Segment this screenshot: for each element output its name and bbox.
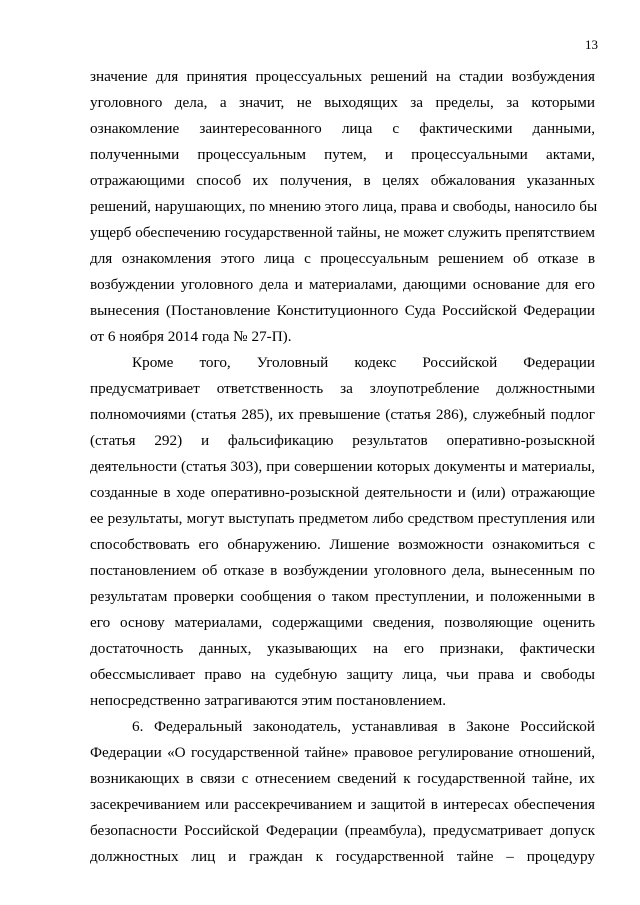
- paragraph-2: [90, 350, 595, 714]
- page-number: 13: [585, 37, 598, 52]
- text-line: постановлением об отказе в возбуждении уголовного дела, вынесенным по: [90, 562, 595, 579]
- text-line: для ознакомления этого лица с процессуальным решением об отказе в: [90, 250, 595, 267]
- paragraph-3: [90, 714, 595, 870]
- paragraph-1: [90, 64, 598, 350]
- text-line: засекречиванием или рассекречиванием и защитой в интересах обеспечения: [90, 796, 595, 813]
- text-line: предусматривает ответственность за злоупотребление должностными: [90, 380, 595, 397]
- text-line: способствовать его обнаружению. Лишение возможности ознакомиться с: [90, 536, 595, 553]
- text-line: созданные в ходе оперативно-розыскной деятельности и (или) отражающие: [90, 484, 595, 501]
- text-line: Федерации «О государственной тайне» правовое регулирование отношений,: [90, 744, 595, 761]
- text-line: Кроме того, Уголовный кодекс Российской Федерации: [132, 354, 595, 371]
- text-line: отражающими способ их получения, в целях обжалования указанных: [90, 172, 595, 189]
- text-line: от 6 ноября 2014 года № 27-П).: [90, 328, 292, 345]
- text-line: непосредственно затрагиваются этим постановлением.: [90, 692, 446, 709]
- text-line: деятельности (статья 303), при совершении которых документы и материалы,: [90, 458, 595, 475]
- text-line: результатам проверки сообщения о таком преступлении, и положенными в: [90, 588, 595, 605]
- text-line: ущерб обеспечению государственной тайны, не может служить препятствием: [90, 224, 595, 241]
- text-line: возникающих в связи с отнесением сведений к государственной тайне, их: [90, 770, 595, 787]
- text-line: ознакомление заинтересованного лица с фактическими данными,: [90, 120, 595, 137]
- text-line: достаточность данных, указывающих на его признаки, фактически: [90, 640, 595, 657]
- text-line: его основу материалами, содержащими сведения, позволяющие оценить: [90, 614, 595, 631]
- text-line: уголовного дела, а значит, не выходящих за пределы, за которыми: [90, 94, 595, 111]
- text-line: (статья 292) и фальсификацию результатов оперативно-розыскной: [90, 432, 595, 449]
- text-line: ее результаты, могут выступать предметом либо средством преступления или: [90, 510, 595, 527]
- text-line: полученными процессуальным путем, и процессуальными актами,: [90, 146, 595, 163]
- text-line: должностных лиц и граждан к государственной тайне – процедуру: [90, 848, 595, 865]
- text-line: 6. Федеральный законодатель, устанавливая в Законе Российской: [132, 718, 595, 735]
- text-line: возбуждении уголовного дела и материалами, дающими основание для его: [90, 276, 595, 293]
- body-text: [90, 64, 598, 870]
- text-line: значение для принятия процессуальных решений на стадии возбуждения: [90, 68, 595, 85]
- text-line: полномочиями (статья 285), их превышение (статья 286), служебный подлог: [90, 406, 595, 423]
- text-line: безопасности Российской Федерации (преамбула), предусматривает допуск: [90, 822, 595, 839]
- text-line: решений, нарушающих, по мнению этого лица, права и свободы, наносило бы: [90, 198, 598, 215]
- text-line: обессмысливает право на судебную защиту лица, чьи права и свободы: [90, 666, 595, 683]
- text-line: вынесения (Постановление Конституционного Суда Российской Федерации: [90, 302, 595, 319]
